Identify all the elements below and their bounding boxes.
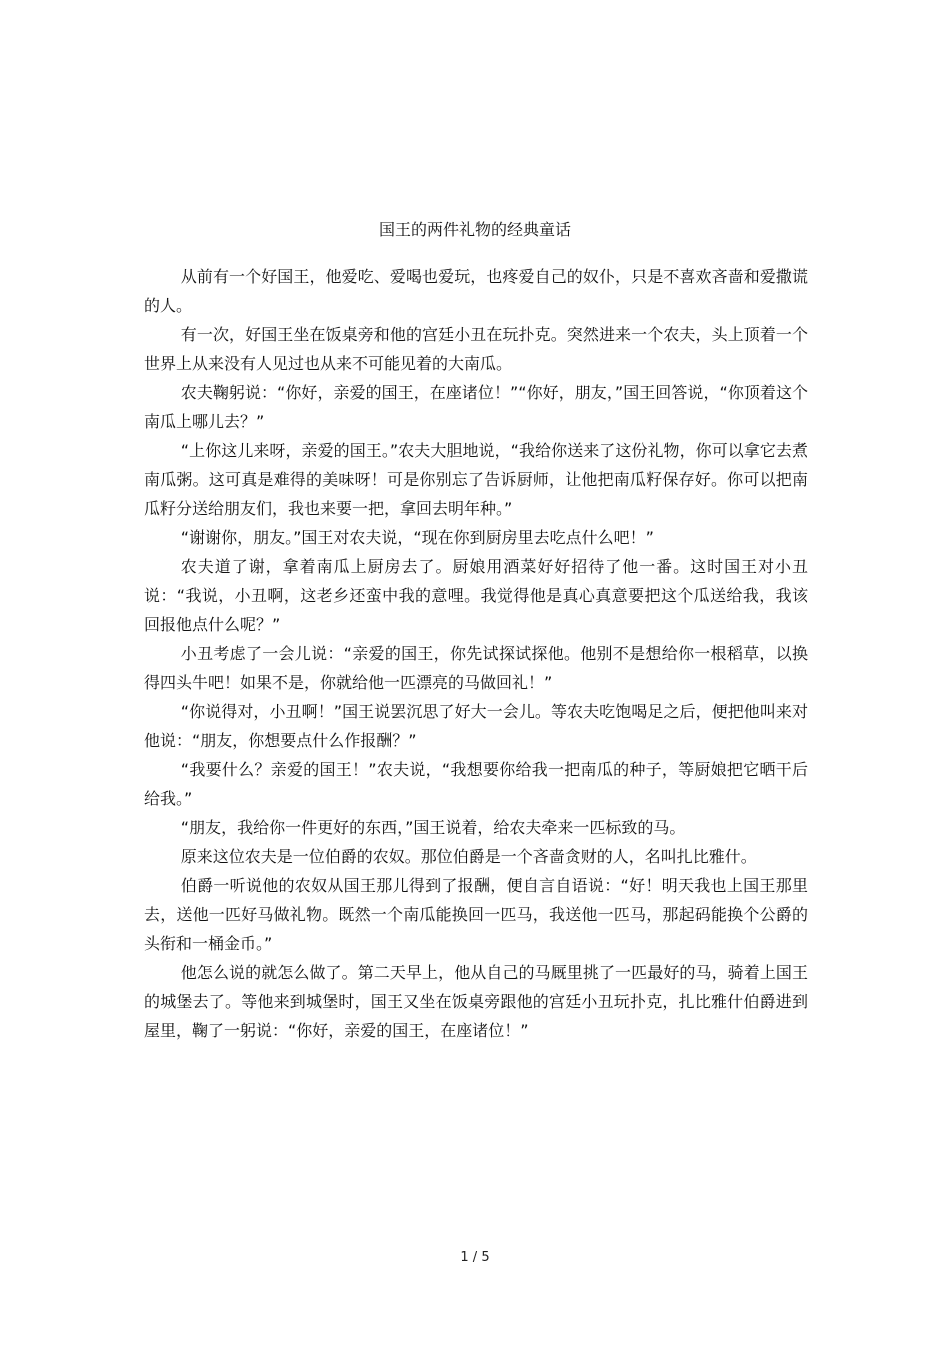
document-body: [144, 262, 808, 1045]
document-title: 国王的两件礼物的经典童话: [378, 220, 571, 239]
paragraph: 他怎么说的就怎么做了。第二天早上，他从自己的马厩里挑了一匹最好的马，骑着上国王的城堡去了。等他来到城堡时，国王又坐在饭桌旁跟他的宫廷小丑玩扑克，扎比雅什伯爵进到屋里，鞠了一躬说：“你好，亲爱的国王，在座诸位！”: [144, 963, 808, 1040]
paragraph: 小丑考虑了一会儿说：“亲爱的国王，你先试探试探他。他别不是想给你一根稻草，以换得四头牛吧！如果不是，你就给他一匹漂亮的马做回礼！”: [144, 644, 808, 692]
paragraph: “上你这儿来呀，亲爱的国王。”农夫大胆地说，“我给你送来了这份礼物，你可以拿它去煮南瓜粥。这可真是难得的美味呀！可是你别忘了告诉厨师，让他把南瓜籽保存好。你可以把南瓜籽分送给朋友们，我也来要一把，拿回去明年种。”: [144, 441, 808, 518]
paragraph: 有一次，好国王坐在饭桌旁和他的宫廷小丑在玩扑克。突然进来一个农夫，头上顶着一个世界上从来没有人见过也从来不可能见着的大南瓜。: [144, 325, 808, 373]
paragraph: 原来这位农夫是一位伯爵的农奴。那位伯爵是一个吝啬贪财的人，名叫扎比雅什。: [180, 847, 757, 866]
paragraph: 伯爵一听说他的农奴从国王那儿得到了报酬，便自言自语说：“好！明天我也上国王那里去，送他一匹好马做礼物。既然一个南瓜能换回一匹马，我送他一匹马，那起码能换个公爵的头衔和一桶金币。”: [144, 876, 808, 953]
paragraph: “谢谢你，朋友。”国王对农夫说，“现在你到厨房里去吃点什么吧！”: [180, 528, 654, 547]
paragraph: 农夫道了谢，拿着南瓜上厨房去了。厨娘用酒菜好好招待了他一番。这时国王对小丑说：“我说，小丑啊，这老乡还蛮中我的意哩。我觉得他是真心真意要把这个瓜送给我，我该回报他点什么呢？”: [144, 557, 808, 634]
page-number: 1 / 5: [460, 1250, 490, 1265]
paragraph: “我要什么？亲爱的国王！”农夫说，“我想要你给我一把南瓜的种子，等厨娘把它晒干后给我。”: [144, 760, 808, 808]
paragraph: 农夫鞠躬说：“你好，亲爱的国王，在座诸位！”“你好，朋友，”国王回答说，“你顶着这个南瓜上哪儿去？”: [144, 383, 808, 431]
paragraph: 从前有一个好国王，他爱吃、爱喝也爱玩，也疼爱自己的奴仆，只是不喜欢吝啬和爱撒谎的人。: [144, 267, 808, 315]
paragraph: “你说得对，小丑啊！”国王说罢沉思了好大一会儿。等农夫吃饱喝足之后，便把他叫来对他说：“朋友，你想要点什么作报酬？”: [144, 702, 808, 750]
paragraph: “朋友，我给你一件更好的东西，”国王说着，给农夫牵来一匹标致的马。: [180, 818, 686, 837]
